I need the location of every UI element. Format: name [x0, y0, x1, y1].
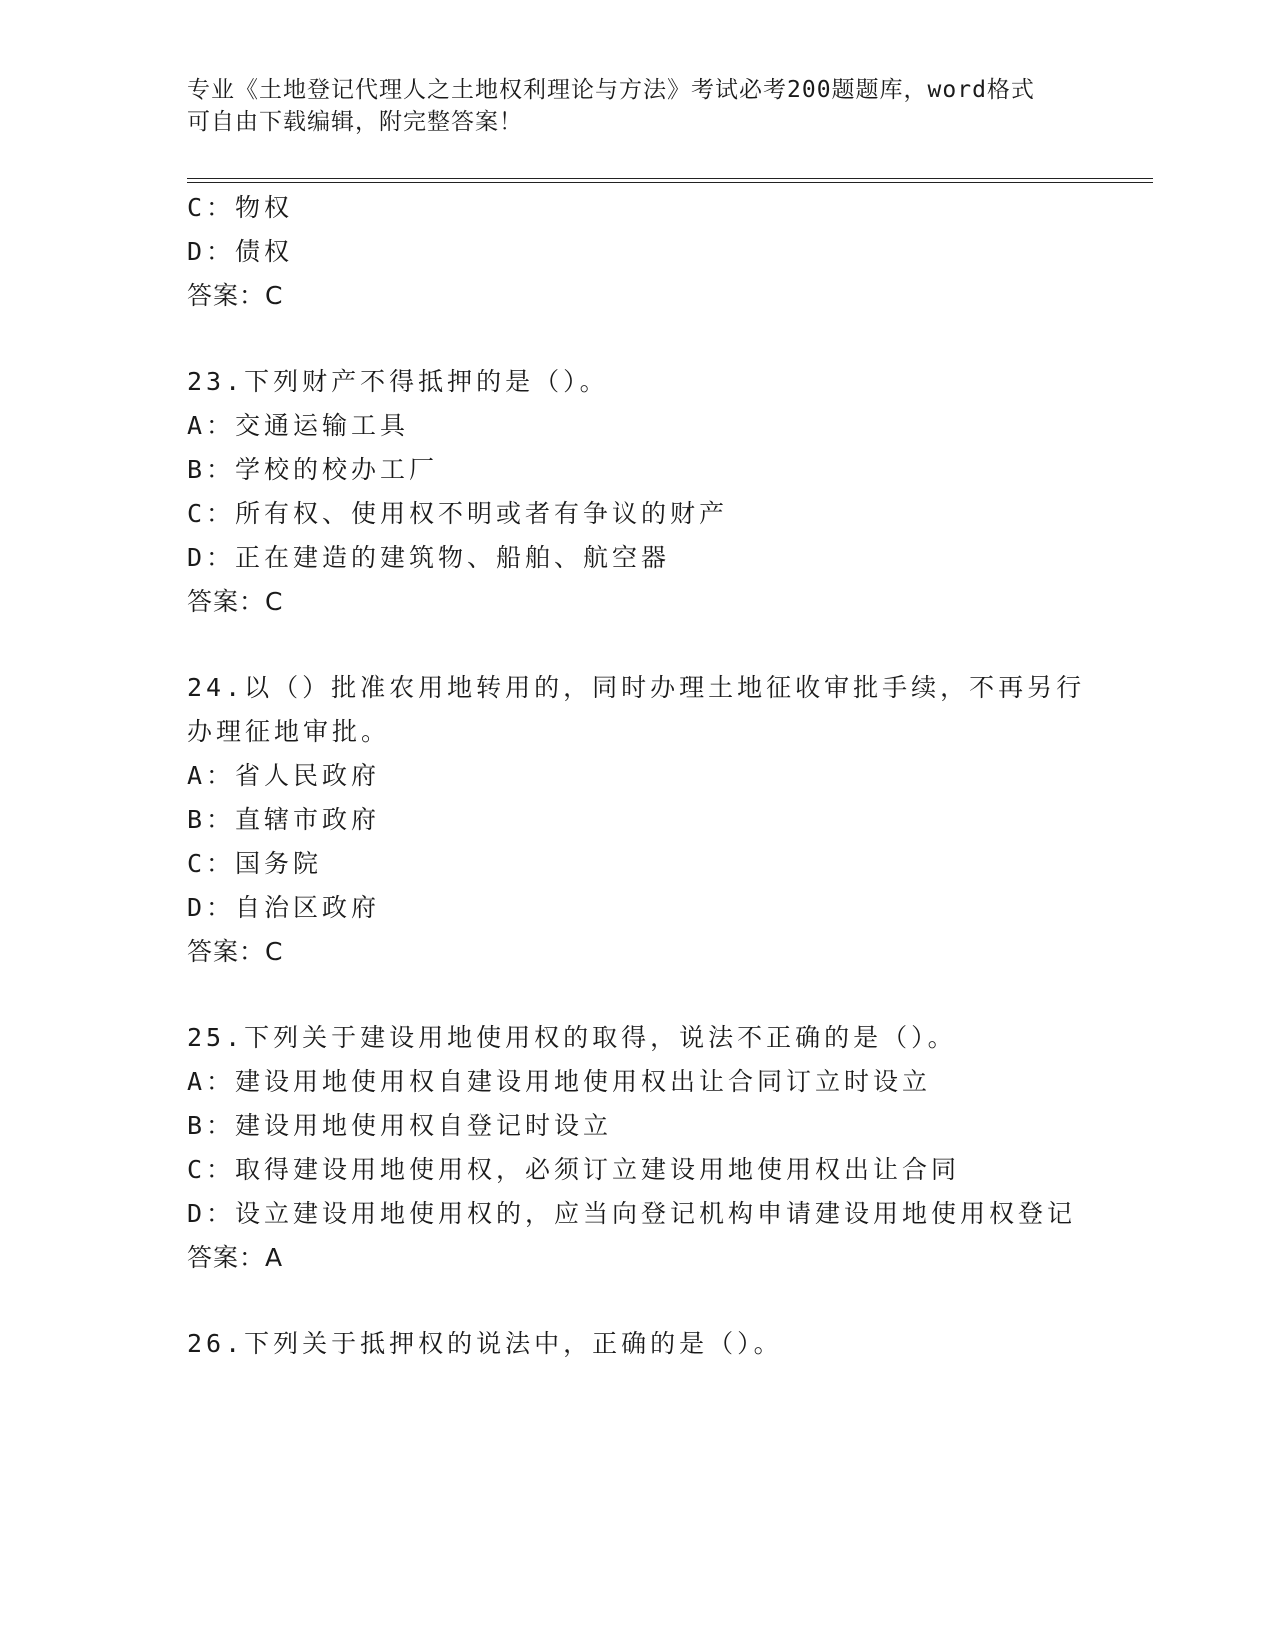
- q23-question: 23.下列财产不得抵押的是（）。: [187, 367, 609, 396]
- q22-option-d: D：债权: [187, 237, 294, 266]
- q25-option-b: B：建设用地使用权自登记时设立: [187, 1111, 613, 1140]
- q24-question-line-1: 24.以（）批准农用地转用的，同时办理土地征收审批手续，不再另行: [187, 673, 1086, 702]
- q25-option-c: C：取得建设用地使用权，必须订立建设用地使用权出让合同: [187, 1155, 961, 1184]
- q24-question-line-2: 办理征地审批。: [187, 717, 391, 746]
- q25-option-a: A：建设用地使用权自建设用地使用权出让合同订立时设立: [187, 1067, 932, 1096]
- q24-option-d: D：自治区政府: [187, 893, 381, 922]
- q24-option-b: B：直辖市政府: [187, 805, 381, 834]
- q25-answer: 答案：A: [187, 1243, 284, 1272]
- q23-option-d: D：正在建造的建筑物、船舶、航空器: [187, 543, 671, 572]
- q22-option-c: C：物权: [187, 193, 294, 222]
- q23-answer: 答案：C: [187, 587, 284, 616]
- document-header: [187, 74, 1087, 138]
- header-divider-bottom: [187, 182, 1153, 183]
- q24-option-c: C：国务院: [187, 849, 323, 878]
- q24-option-a: A：省人民政府: [187, 761, 381, 790]
- header-line-2: 可自由下载编辑，附完整答案！: [187, 109, 523, 135]
- q23-option-c: C：所有权、使用权不明或者有争议的财产: [187, 499, 729, 528]
- header-line-1: 专业《土地登记代理人之土地权利理论与方法》考试必考200题题库，word格式: [187, 77, 1035, 103]
- q23-option-a: A：交通运输工具: [187, 411, 410, 440]
- header-divider-top: [187, 178, 1153, 179]
- q23-option-b: B：学校的校办工厂: [187, 455, 439, 484]
- q26-question: 26.下列关于抵押权的说法中，正确的是（）。: [187, 1329, 783, 1358]
- q22-answer: 答案：C: [187, 281, 284, 310]
- q24-answer: 答案：C: [187, 937, 284, 966]
- q25-question: 25.下列关于建设用地使用权的取得，说法不正确的是（）。: [187, 1023, 957, 1052]
- q25-option-d: D：设立建设用地使用权的，应当向登记机构申请建设用地使用权登记: [187, 1199, 1077, 1228]
